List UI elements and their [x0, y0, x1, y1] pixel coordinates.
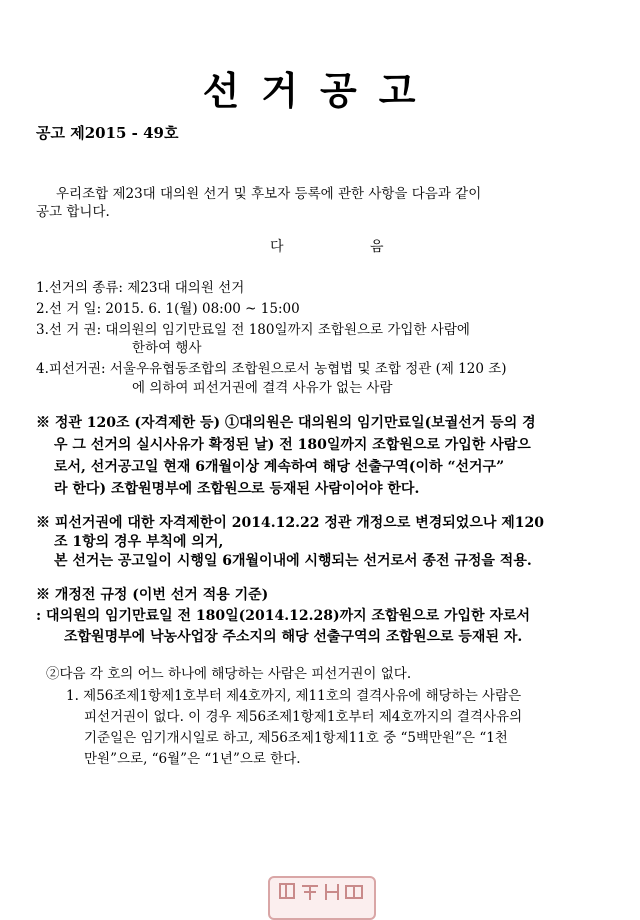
clause2-line-4: 기준일은 임기개시일로 하고, 제56조제1항제11호 중 “5백만원”은 “1천 [84, 730, 508, 746]
clause2-line-5: 만원”으로, “6월”은 “1년”으로 한다. [84, 751, 301, 767]
clause2-line-3: 피선거권이 없다. 이 경우 제56조제1항제1호부터 제4호까지의 결격사유의 [84, 709, 523, 725]
notice-number: 공고 제2015 - 49호 [36, 124, 179, 142]
heading-eum: 음 [370, 239, 384, 255]
official-seal-icon [268, 876, 376, 920]
item-election-type: 1.선거의 종류: 제23대 대의원 선거 [36, 280, 245, 296]
intro-line-2: 공고 합니다. [36, 204, 110, 220]
note1-line-3: 로서, 선거공고일 현재 6개월이상 계속하여 해당 선출구역(이하 “선거구” [54, 459, 505, 475]
note3-line-3: 조합원명부에 낙농사업장 주소지의 해당 선출구역의 조합원으로 등재된 자. [64, 629, 523, 645]
item-election-date: 2.선 거 일: 2015. 6. 1(월) 08:00 ~ 15:00 [36, 301, 300, 317]
note2-line-3: 본 선거는 공고일이 시행일 6개월이내에 시행되는 선거로서 종전 규정을 적용. [54, 553, 532, 569]
clause2-line-1: ②다음 각 호의 어느 하나에 해당하는 사람은 피선거권이 없다. [46, 666, 412, 682]
note1-line-4: 라 한다) 조합원명부에 조합원으로 등재된 사람이어야 한다. [54, 481, 420, 497]
note1-line-2: 우 그 선거의 실시사유가 확정된 날) 전 180일까지 조합원으로 가입한 사람으 [54, 437, 531, 453]
item-eligibility: 4.피선거권: 서울우유협동조합의 조합원으로서 농협법 및 조합 정관 (제 120 조) [36, 361, 507, 377]
heading-da: 다 [270, 239, 284, 255]
clause2-line-2: 1. 제56조제1항제1호부터 제4호까지, 제11호의 결격사유에 해당하는 사람은 [66, 688, 522, 704]
item-voting-right-cont: 한하여 행사 [132, 340, 202, 356]
note3-line-1: ※ 개정전 규정 (이번 선거 적용 기준) [36, 587, 269, 603]
item-eligibility-cont: 에 의하여 피선거권에 결격 사유가 없는 사람 [132, 380, 393, 396]
note2-line-1: ※ 피선거권에 대한 자격제한이 2014.12.22 정관 개정으로 변경되었으나 제120 [36, 515, 544, 531]
page-title: 선거공고 [202, 68, 438, 113]
note3-line-2: : 대의원의 임기만료일 전 180일(2014.12.28)까지 조합원으로 가입한 자로서 [36, 608, 531, 624]
note2-line-2: 조 1항의 경우 부칙에 의거, [54, 534, 224, 550]
intro-line-1: 우리조합 제23대 대의원 선거 및 후보자 등록에 관한 사항을 다음과 같이 [56, 186, 482, 202]
item-voting-right: 3.선 거 권: 대의원의 임기만료일 전 180일까지 조합원으로 가입한 사람에 [36, 322, 470, 338]
note1-line-1: ※ 정관 120조 (자격제한 등) ①대의원은 대의원의 임기만료일(보궐선거 등의 경 [36, 415, 536, 431]
